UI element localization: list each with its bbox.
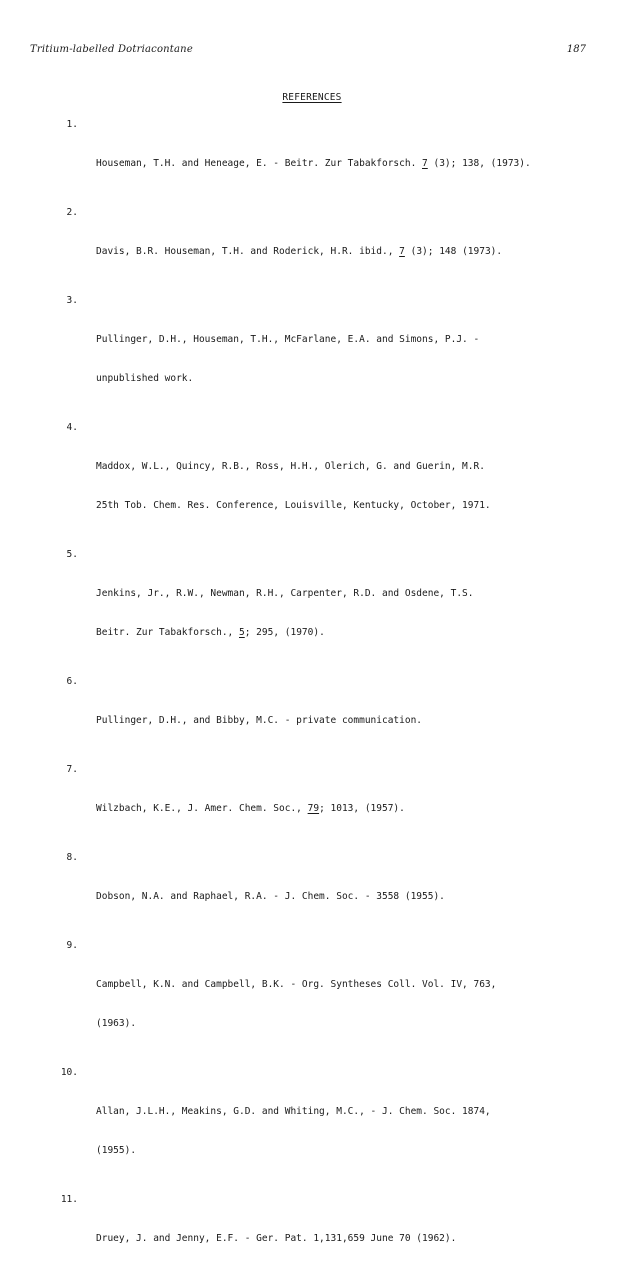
reference-item-5	[54, 548, 594, 665]
reference-text: Druey, J. and Jenny, E.F. - Ger. Pat. 1,131,659 June 70 (1962).	[96, 1233, 457, 1244]
reference-item-6	[54, 675, 594, 753]
reference-text-part: Wilzbach, K.E., J. Amer. Chem. Soc.,	[96, 803, 308, 814]
reference-number: 4.	[66, 422, 78, 433]
reference-text-part: Davis, B.R. Houseman, T.H. and Roderick, H.R. ibid.,	[96, 246, 400, 257]
reference-number: 5.	[66, 549, 78, 560]
reference-text: Campbell, K.N. and Campbell, B.K. - Org. Syntheses Coll. Vol. IV, 763,	[96, 979, 497, 990]
volume-number: 79	[307, 803, 320, 814]
reference-item-7	[54, 763, 594, 841]
reference-text-part: ; 295, (1970).	[244, 627, 325, 638]
reference-number: 2.	[66, 207, 78, 218]
page-header	[30, 44, 586, 60]
reference-list	[54, 118, 594, 1271]
reference-text-part: ; 1013, (1957).	[319, 803, 405, 814]
reference-number: 6.	[66, 676, 78, 687]
reference-item-10	[54, 1066, 594, 1183]
reference-text: Pullinger, D.H., and Bibby, M.C. - private communication.	[96, 715, 423, 726]
volume-number: 7	[422, 158, 428, 169]
reference-number: 1.	[66, 119, 78, 130]
reference-text	[96, 157, 594, 170]
reference-number: 11.	[60, 1194, 78, 1205]
reference-item-8	[54, 851, 594, 929]
reference-number: 9.	[66, 940, 78, 951]
reference-item-3	[54, 294, 594, 411]
references-heading-text: REFERENCES	[282, 92, 342, 103]
reference-text-part: (3); 148 (1973).	[404, 246, 503, 257]
reference-item-2	[54, 206, 594, 284]
reference-text-continuation	[96, 626, 594, 639]
reference-number: 3.	[66, 295, 78, 306]
volume-number: 5	[239, 627, 245, 638]
reference-text	[96, 245, 594, 258]
reference-text-continuation: (1955).	[96, 1145, 137, 1156]
reference-item-4	[54, 421, 594, 538]
reference-text-continuation: 25th Tob. Chem. Res. Conference, Louisville, Kentucky, October, 1971.	[96, 500, 491, 511]
volume-number: 7	[399, 246, 405, 257]
reference-item-11	[54, 1193, 594, 1271]
running-title: Tritium-labelled Dotriacontane	[30, 44, 193, 55]
reference-text: Pullinger, D.H., Houseman, T.H., McFarlane, E.A. and Simons, P.J. -	[96, 334, 480, 345]
reference-text: Allan, J.L.H., Meakins, G.D. and Whiting, M.C., - J. Chem. Soc. 1874,	[96, 1106, 491, 1117]
page-number: 187	[566, 44, 586, 55]
reference-text-continuation: (1963).	[96, 1018, 137, 1029]
reference-text: Jenkins, Jr., R.W., Newman, R.H., Carpenter, R.D. and Osdene, T.S.	[96, 588, 474, 599]
references-heading	[0, 92, 624, 103]
reference-text-part: (3); 138, (1973).	[427, 158, 531, 169]
reference-text	[96, 802, 594, 815]
reference-text-part: Beitr. Zur Tabakforsch.,	[96, 627, 239, 638]
reference-text: Dobson, N.A. and Raphael, R.A. - J. Chem. Soc. - 3558 (1955).	[96, 891, 445, 902]
reference-number: 7.	[66, 764, 78, 775]
reference-item-9	[54, 939, 594, 1056]
reference-number: 10.	[60, 1067, 78, 1078]
reference-text-continuation: unpublished work.	[96, 373, 194, 384]
reference-text-part: Houseman, T.H. and Heneage, E. - Beitr. Zur Tabakforsch.	[96, 158, 423, 169]
reference-item-1	[54, 118, 594, 196]
reference-text: Maddox, W.L., Quincy, R.B., Ross, H.H., Olerich, G. and Guerin, M.R.	[96, 461, 485, 472]
reference-number: 8.	[66, 852, 78, 863]
